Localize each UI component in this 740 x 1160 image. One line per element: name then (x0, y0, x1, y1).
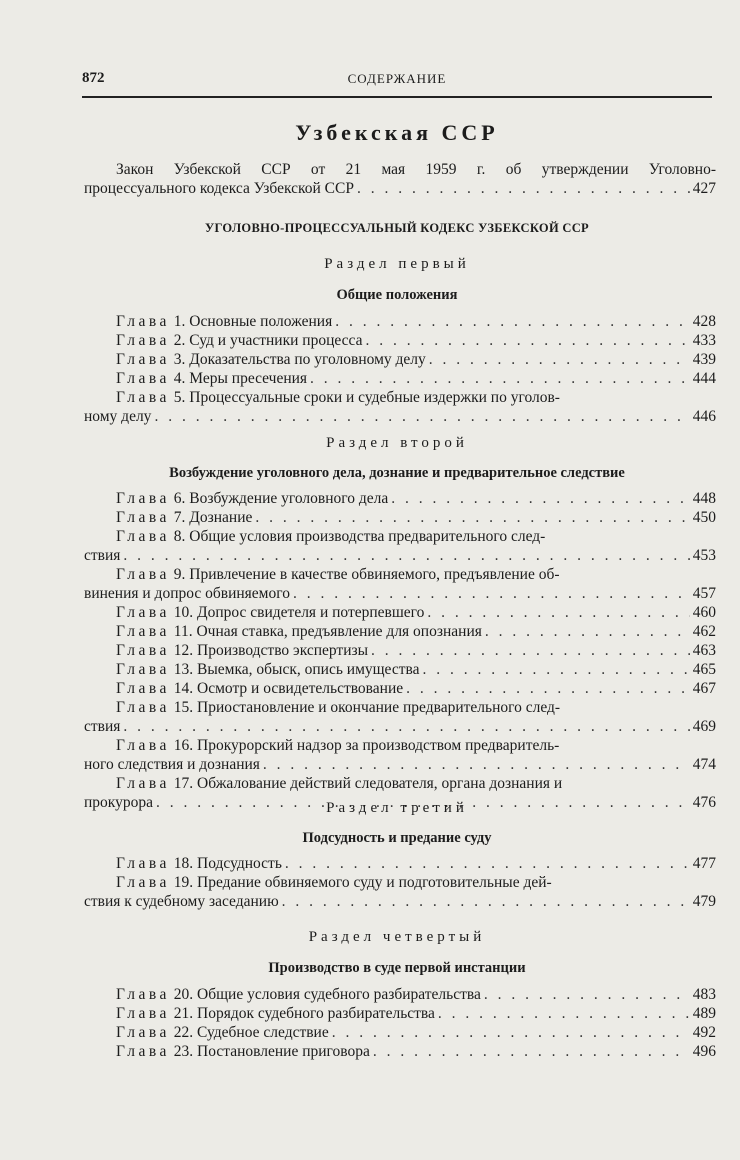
dot-leader (293, 584, 690, 603)
chapter-word: Глава (116, 566, 170, 583)
toc-chapter-6 (84, 489, 716, 508)
dot-leader (285, 854, 690, 873)
section-1-heading: Раздел первый (324, 256, 470, 272)
dot-leader (263, 755, 690, 774)
chapter-title: Доказательства по уголовному делу (189, 351, 426, 368)
toc-chapter-15 (84, 698, 716, 717)
toc-chapter-16-cont (84, 755, 716, 774)
chapter-page: 489 (692, 1005, 716, 1022)
toc-chapter-15-cont (84, 717, 716, 736)
dot-leader (310, 369, 690, 388)
section-1-title: Общие положения (336, 287, 458, 303)
chapter-title: Приостановление и окончание предварительного след- (197, 699, 561, 716)
chapter-page: 457 (692, 585, 716, 602)
chapter-word: Глава (116, 1005, 170, 1022)
section-4-heading: Раздел четвертый (308, 929, 486, 945)
chapter-title: Процессуальные сроки и судебные издержки по уголов- (189, 389, 560, 406)
running-title: СОДЕРЖАНИЕ (347, 71, 447, 86)
chapter-word: Глава (116, 680, 170, 697)
law-line-2-text: процессуального кодекса Узбекской ССР (84, 180, 354, 197)
chapter-word: Глава (116, 509, 170, 526)
chapter-word: Глава (116, 389, 170, 406)
dot-leader (438, 1004, 690, 1023)
chapter-word: Глава (116, 1024, 170, 1041)
section-2-heading: Раздел второй (326, 435, 468, 451)
chapter-number: 13. (173, 661, 194, 678)
chapter-number: 23. (173, 1043, 194, 1060)
chapter-title: Допрос свидетеля и потерпевшего (197, 604, 425, 621)
dot-leader (485, 622, 690, 641)
toc-chapter-3 (84, 350, 716, 369)
section-4-chapters (84, 985, 716, 1061)
chapter-word: Глава (116, 986, 170, 1003)
chapter-number: 5. (173, 389, 186, 406)
toc-chapter-2 (84, 331, 716, 350)
law-line-2 (84, 179, 716, 198)
chapter-title: Обжалование действий следователя, органа дознания и (197, 775, 563, 792)
chapter-page: 428 (692, 313, 716, 330)
chapter-title: Меры пресечения (189, 370, 308, 387)
dot-leader (335, 312, 690, 331)
chapter-page: 483 (692, 986, 716, 1003)
toc-chapter-19 (84, 873, 716, 892)
toc-chapter-11 (84, 622, 716, 641)
chapter-page: 453 (692, 547, 716, 564)
chapter-page: 433 (692, 332, 716, 349)
section-4-title: Производство в суде первой инстанции (268, 960, 526, 976)
dot-leader (255, 508, 689, 527)
code-title: УГОЛОВНО-ПРОЦЕССУАЛЬНЫЙ КОДЕКС УЗБЕКСКОЙ ССР (205, 221, 589, 235)
chapter-page: 476 (692, 794, 716, 811)
section-1-chapters (84, 312, 716, 426)
chapter-page: 448 (692, 490, 716, 507)
chapter-number: 18. (173, 855, 194, 872)
chapter-number: 10. (173, 604, 194, 621)
toc-chapter-14 (84, 679, 716, 698)
toc-chapter-18 (84, 854, 716, 873)
toc-chapter-21 (84, 1004, 716, 1023)
chapter-word: Глава (116, 775, 170, 792)
chapter-word: Глава (116, 1043, 170, 1060)
toc-chapter-8 (84, 527, 716, 546)
chapter-page: 444 (692, 370, 716, 387)
toc-chapter-4 (84, 369, 716, 388)
chapter-page: 474 (692, 756, 716, 773)
chapter-title-cont: винения и допрос обвиняемого (84, 585, 290, 602)
dot-leader (406, 679, 690, 698)
chapter-word: Глава (116, 855, 170, 872)
toc-chapter-23 (84, 1042, 716, 1061)
toc-chapter-19-cont (84, 892, 716, 911)
toc-chapter-8-cont (84, 546, 716, 565)
dot-leader (282, 892, 690, 911)
toc-chapter-7 (84, 508, 716, 527)
chapter-page: 462 (692, 623, 716, 640)
chapter-word: Глава (116, 874, 170, 891)
chapter-number: 3. (173, 351, 186, 368)
chapter-number: 20. (173, 986, 194, 1003)
page-number: 872 (82, 70, 105, 86)
chapter-number: 8. (173, 528, 186, 545)
toc-chapter-9-cont (84, 584, 716, 603)
dot-leader (484, 985, 690, 1004)
chapter-title: Общие условия судебного разбирательства (197, 986, 481, 1003)
dot-leader (373, 1042, 690, 1061)
chapter-title: Осмотр и освидетельствование (197, 680, 404, 697)
chapter-page: 460 (692, 604, 716, 621)
chapter-title: Производство экспертизы (197, 642, 369, 659)
chapter-title: Судебное следствие (197, 1024, 329, 1041)
chapter-title-cont: ного следствия и дознания (84, 756, 260, 773)
chapter-title: Дознание (189, 509, 253, 526)
chapter-title: Порядок судебного разбирательства (197, 1005, 435, 1022)
toc-chapter-22 (84, 1023, 716, 1042)
chapter-page: 463 (692, 642, 716, 659)
chapter-page: 492 (692, 1024, 716, 1041)
law-page: 427 (692, 180, 716, 197)
chapter-title: Привлечение в качестве обвиняемого, предъявление об- (189, 566, 560, 583)
toc-chapter-20 (84, 985, 716, 1004)
chapter-title: Постановление приговора (197, 1043, 370, 1060)
toc-chapter-5 (84, 388, 716, 407)
chapter-page: 479 (692, 893, 716, 910)
chapter-number: 6. (173, 490, 186, 507)
chapter-title: Основные положения (189, 313, 333, 330)
toc-chapter-1 (84, 312, 716, 331)
toc-chapter-16 (84, 736, 716, 755)
chapter-number: 16. (173, 737, 194, 754)
chapter-page: 467 (692, 680, 716, 697)
toc-chapter-17 (84, 774, 716, 793)
chapter-number: 12. (173, 642, 194, 659)
chapter-number: 9. (173, 566, 186, 583)
toc-chapter-9 (84, 565, 716, 584)
dot-leader (123, 717, 689, 736)
chapter-number: 1. (173, 313, 186, 330)
toc-chapter-5-cont (84, 407, 716, 426)
chapter-number: 15. (173, 699, 194, 716)
chapter-word: Глава (116, 351, 170, 368)
section-2-title: Возбуждение уголовного дела, дознание и предварительное следствие (169, 465, 625, 481)
chapter-page: 450 (692, 509, 716, 526)
chapter-title-cont: прокурора (84, 794, 153, 811)
dot-leader (429, 350, 690, 369)
chapter-word: Глава (116, 623, 170, 640)
chapter-title: Подсудность (197, 855, 282, 872)
chapter-title: Очная ставка, предъявление для опознания (196, 623, 482, 640)
chapter-number: 22. (173, 1024, 194, 1041)
dot-leader (154, 407, 689, 426)
chapter-title: Выемка, обыск, опись имущества (197, 661, 420, 678)
chapter-word: Глава (116, 313, 170, 330)
chapter-title-cont: ствия к судебному заседанию (84, 893, 279, 910)
chapter-word: Глава (116, 661, 170, 678)
section-3-heading: Раздел третий (326, 800, 468, 816)
chapter-word: Глава (116, 699, 170, 716)
toc-chapter-12 (84, 641, 716, 660)
law-line-1: Закон Узбекской ССР от 21 мая 1959 г. об утверждении Уголовно- (116, 161, 716, 178)
chapter-number: 21. (173, 1005, 194, 1022)
chapter-title-cont: ному делу (84, 408, 152, 425)
dot-leader (123, 546, 689, 565)
dot-leader (332, 1023, 690, 1042)
chapter-word: Глава (116, 490, 170, 507)
chapter-page: 469 (692, 718, 716, 735)
chapter-number: 17. (173, 775, 194, 792)
dot-leader (391, 489, 690, 508)
chapter-number: 2. (173, 332, 186, 349)
chapter-title: Прокурорский надзор за производством предваритель- (197, 737, 560, 754)
toc-chapter-10 (84, 603, 716, 622)
section-2-chapters (84, 489, 716, 812)
header-rule (82, 96, 712, 98)
dot-leader (357, 179, 690, 198)
section-3-chapters (84, 854, 716, 911)
dot-leader (422, 660, 689, 679)
law-entry (84, 160, 716, 198)
chapter-title: Общие условия производства предварительного след- (189, 528, 546, 545)
chapter-title: Суд и участники процесса (189, 332, 363, 349)
dot-leader (366, 331, 690, 350)
chapter-number: 7. (173, 509, 186, 526)
chapter-word: Глава (116, 370, 170, 387)
dot-leader (427, 603, 689, 622)
chapter-page: 496 (692, 1043, 716, 1060)
chapter-number: 19. (173, 874, 194, 891)
chapter-word: Глава (116, 604, 170, 621)
republic-title: Узбекская ССР (295, 120, 499, 145)
chapter-word: Глава (116, 642, 170, 659)
chapter-number: 11. (173, 623, 193, 640)
chapter-page: 465 (692, 661, 716, 678)
page-header (82, 70, 712, 92)
toc-chapter-13 (84, 660, 716, 679)
chapter-word: Глава (116, 528, 170, 545)
chapter-page: 477 (692, 855, 716, 872)
chapter-title: Предание обвиняемого суду и подготовительные дей- (197, 874, 552, 891)
chapter-word: Глава (116, 737, 170, 754)
section-3-title: Подсудность и предание суду (302, 830, 492, 846)
chapter-title-cont: ствия (84, 547, 121, 564)
dot-leader (371, 641, 690, 660)
chapter-page: 446 (692, 408, 716, 425)
chapter-number: 4. (173, 370, 186, 387)
chapter-page: 439 (692, 351, 716, 368)
chapter-number: 14. (173, 680, 194, 697)
chapter-word: Глава (116, 332, 170, 349)
chapter-title-cont: ствия (84, 718, 121, 735)
chapter-title: Возбуждение уголовного дела (189, 490, 389, 507)
